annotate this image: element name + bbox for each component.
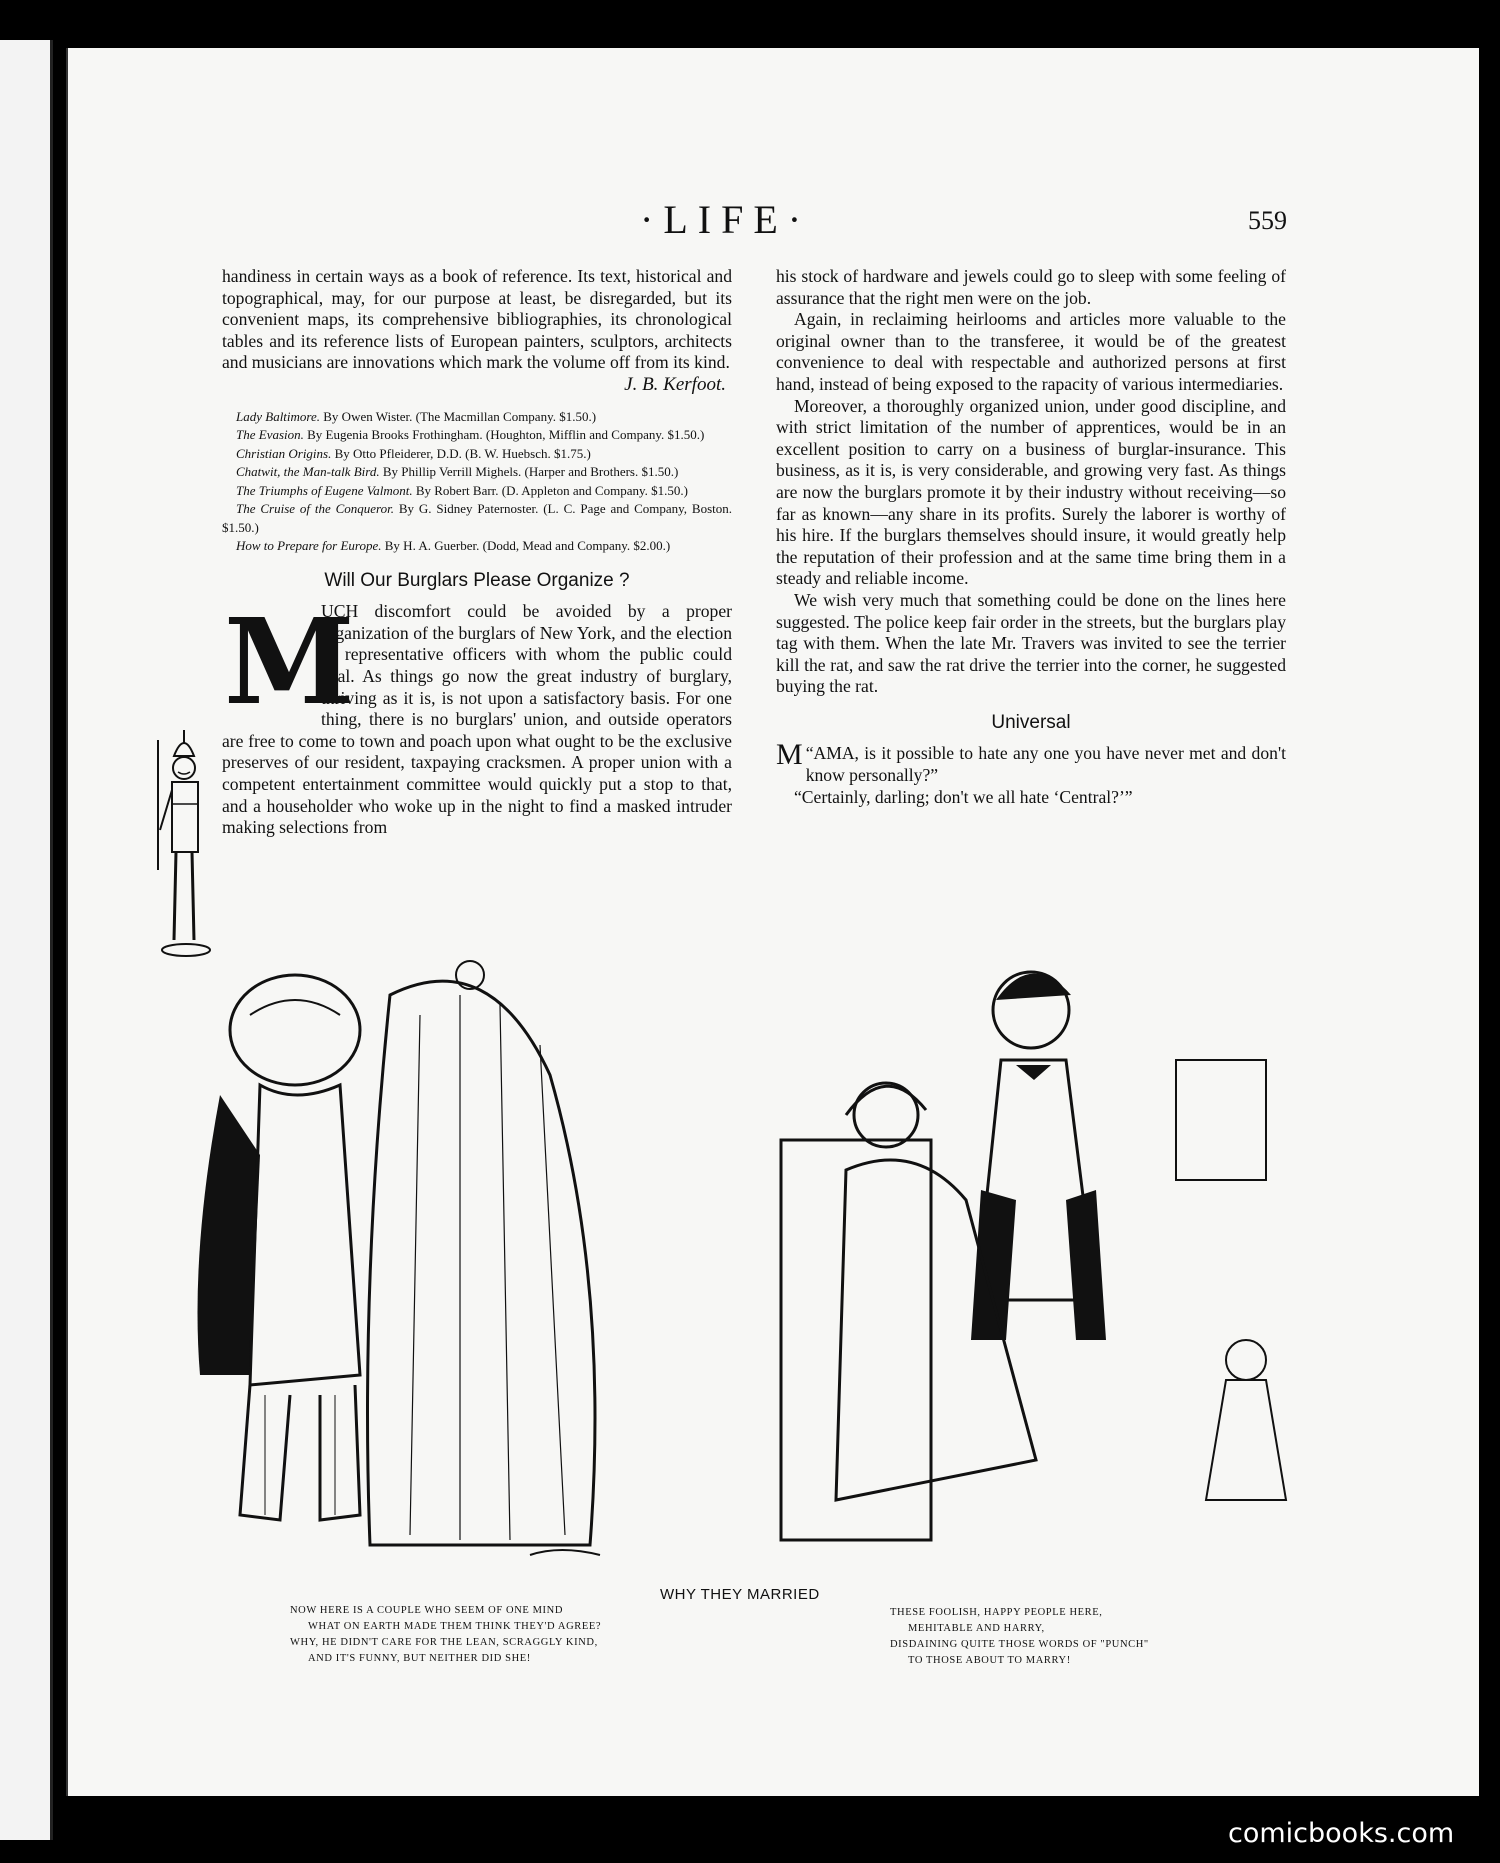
site-watermark: comicbooks.com xyxy=(1228,1818,1455,1849)
book-title: The Evasion. xyxy=(236,427,304,443)
universal-question xyxy=(776,738,1286,786)
question-text: AMA, is it possible to hate any one you have never met and don't know personally?” xyxy=(805,743,1286,786)
verse-line: AND IT'S FUNNY, BUT NEITHER DID SHE! xyxy=(308,1653,531,1664)
toy-soldier-illustration xyxy=(150,720,216,960)
review-paragraph: handiness in certain ways as a book of reference. Its text, historical and topographical, may, for our purpose at least, be disregarded, but its convenient maps, its comprehensive bibliographies, its chronological tables and its reference lists of European painters, sculptors, architects and musicians are innovations which mark the volume off from its kind. xyxy=(222,266,732,373)
verse-line: DISDAINING QUITE THOSE WORDS OF "PUNCH" xyxy=(890,1639,1149,1650)
cartoon-verse-left xyxy=(290,1603,601,1667)
article-paragraph: his stock of hardware and jewels could go to sleep with some feeling of assurance that the right men were on the job. xyxy=(776,266,1286,308)
universal-answer: “Certainly, darling; don't we all hate ‘Central?’” xyxy=(794,786,1133,807)
books-received-list xyxy=(222,408,732,556)
article-paragraph: Again, in reclaiming heirlooms and articles more valuable to the original owner than to the transferee, it would be of the greatest convenience to deal with respectable and authorized persons at first hand, instead of being exposed to the rapacity of various intermediaries. xyxy=(776,309,1286,394)
book-title: How to Prepare for Europe. xyxy=(236,538,382,554)
book-entry xyxy=(222,445,732,464)
drop-cap: M xyxy=(224,592,355,732)
wedding-couple-illustration xyxy=(170,955,700,1565)
question-cap: M xyxy=(776,738,803,772)
article-paragraph: We wish very much that something could be done on the lines here suggested. The police keep fair order in the streets, but the burglars play tag with them. When the late Mr. Travers was invited to see the terrier kill the rat, and saw the rat drive the terrier into the corner, he suggested buying the rat. xyxy=(776,589,1286,697)
cartoon-title: WHY THEY MARRIED xyxy=(660,1586,820,1603)
book-details: By Robert Barr. (D. Appleton and Company. $1.50.) xyxy=(415,482,688,498)
open-quote: “ xyxy=(805,743,814,764)
book-details: By Eugenia Brooks Frothingham. (Houghton, Mifflin and Company. $1.50.) xyxy=(307,427,705,443)
book-entry xyxy=(222,408,732,427)
article-paragraph: UCH discomfort could be avoided by a proper organization of the burglars of New York, and the election of representative officers with whom the public could deal. As things go now the great industry of burglary, thriving as it is, is not upon a satisfactory basis. For one thing, there is no burglars' union, and outside operators are free to come to town and poach upon what ought to be the exclusive preserves of our resident, taxpaying cracksmen. A proper union with a competent entertainment committee would quickly put a stop to that, and a householder who woke up in the night to find a masked intruder making selections from xyxy=(222,601,732,838)
book-title: The Triumphs of Eugene Valmont. xyxy=(236,482,413,498)
verse-line: THESE FOOLISH, HAPPY PEOPLE HERE, xyxy=(890,1607,1103,1618)
book-entry xyxy=(222,463,732,482)
book-details: By Phillip Verrill Mighels. (Harper and Brothers. $1.50.) xyxy=(382,464,679,480)
review-signature: J. B. Kerfoot. xyxy=(624,373,726,395)
right-column xyxy=(776,266,1286,808)
book-entry xyxy=(222,537,732,556)
page-number: 559 xyxy=(1248,206,1287,235)
left-column xyxy=(222,266,732,861)
facing-page-edge xyxy=(0,40,53,1840)
book-title: The Cruise of the Conqueror. xyxy=(236,501,394,517)
verse-line: MEHITABLE AND HARRY, xyxy=(908,1623,1045,1634)
book-entry xyxy=(222,500,732,537)
book-details: By G. Sidney Paternoster. (L. C. Page and Company, Boston. $1.50.) xyxy=(222,501,733,535)
dropcap-box xyxy=(218,592,355,732)
verse-line: NOW HERE IS A COUPLE WHO SEEM OF ONE MIND xyxy=(290,1605,564,1616)
burglars-headline: Will Our Burglars Please Organize ? xyxy=(324,569,630,591)
verse-line: WHAT ON EARTH MADE THEM THINK THEY'D AGREE? xyxy=(308,1621,602,1632)
cartoon-verse-right xyxy=(890,1605,1149,1669)
book-entry xyxy=(222,482,732,501)
verse-line: WHY, HE DIDN'T CARE FOR THE LEAN, SCRAGGLY KIND, xyxy=(290,1637,598,1648)
book-title: Lady Baltimore. xyxy=(236,408,321,424)
couple-in-parlor-illustration xyxy=(776,940,1312,1580)
book-details: By Owen Wister. (The Macmillan Company. $1.50.) xyxy=(323,408,597,424)
book-details: By H. A. Guerber. (Dodd, Mead and Company. $2.00.) xyxy=(384,538,671,554)
burglars-article xyxy=(222,592,732,861)
universal-headline: Universal xyxy=(991,711,1071,733)
book-title: Christian Origins. xyxy=(236,445,332,461)
verse-line: TO THOSE ABOUT TO MARRY! xyxy=(908,1655,1071,1666)
masthead: ·LIFE· xyxy=(640,197,812,242)
article-paragraph: Moreover, a thoroughly organized union, under good discipline, and with strict limitation of the number of apprentices, would be in an excellent position to carry on a business of burglar-insurance. This business, as it is, is very considerable, and growing very fast. As things are now the burglars promote it by their industry without receiving—so far as known—any share in its profits. Surely the laborer is worthy of his hire. If the burglars themselves should insure, it would greatly help the reputation of their profession and at the same time bring them in a steady and reliable income. xyxy=(776,395,1286,589)
book-title: Chatwit, the Man-talk Bird. xyxy=(236,464,380,480)
book-entry xyxy=(222,426,732,445)
book-details: By Otto Pfleiderer, D.D. (B. W. Huebsch. $1.75.) xyxy=(334,445,591,461)
